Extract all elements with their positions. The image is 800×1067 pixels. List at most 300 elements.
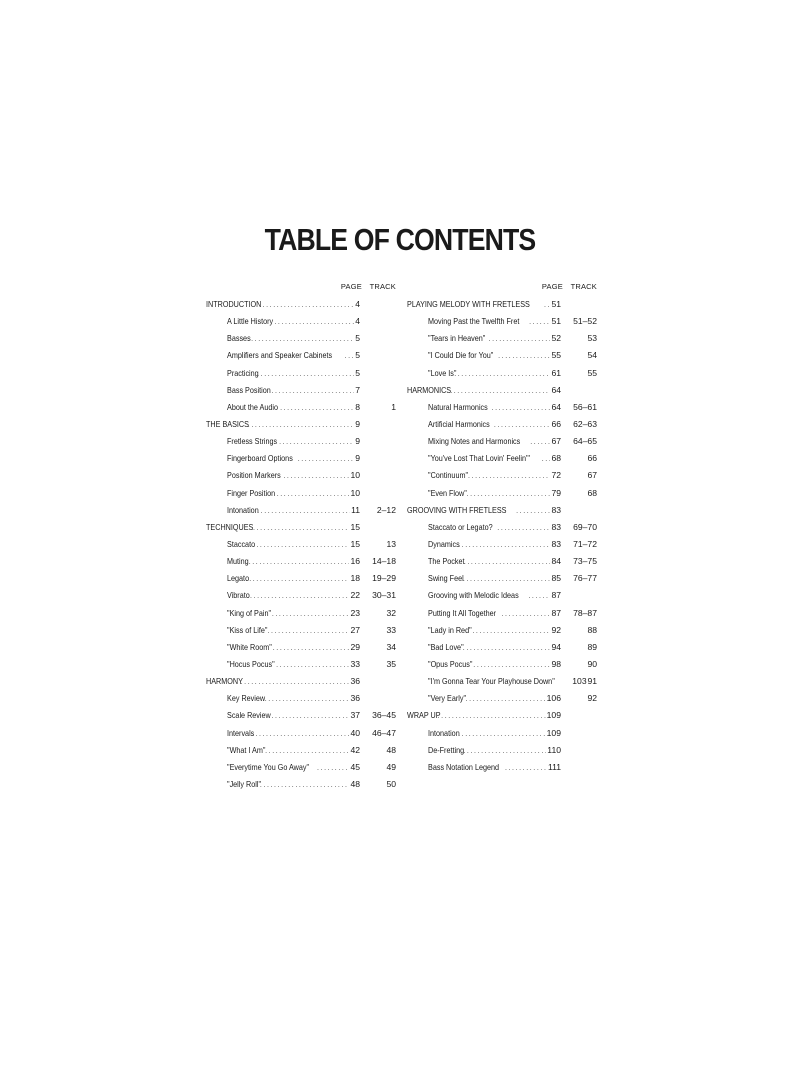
toc-subentry (206, 485, 402, 502)
entry-title: Intonation (428, 727, 460, 738)
entry-title: "Tears in Heaven" (428, 333, 486, 344)
track-number: 64–65 (573, 436, 597, 447)
toc-subentry (407, 519, 603, 536)
page-number: 36 (350, 676, 360, 687)
page-number: 61 (551, 367, 561, 378)
entry-line (227, 382, 360, 400)
entry-line (227, 690, 360, 708)
page-number: 9 (355, 418, 360, 429)
page-number: 36 (350, 693, 360, 704)
dot-leader (513, 503, 550, 520)
entry-title: WRAP UP (407, 710, 441, 721)
dot-leader (314, 760, 349, 777)
dot-leader (262, 743, 349, 760)
page-number: 109 (546, 727, 561, 738)
toc-subentry (407, 553, 603, 570)
toc-subentry (407, 330, 603, 347)
toc-subentry (206, 433, 402, 450)
entry-line (428, 605, 561, 623)
entry-title: Scale Review (227, 710, 271, 721)
page-number: 109 (546, 710, 561, 721)
toc-column-right (407, 282, 603, 776)
page-number: 10 (350, 487, 360, 498)
dot-leader (455, 537, 550, 554)
track-number: 92 (587, 693, 597, 704)
dot-leader (526, 314, 550, 331)
page-number: 72 (551, 470, 561, 481)
entry-line (428, 416, 561, 434)
toc-subentry (206, 502, 402, 519)
entry-title: "Opus Pocus" (428, 658, 473, 669)
entry-title: INTRODUCTION (206, 299, 262, 309)
toc-subentry (407, 570, 603, 587)
toc-subentry (206, 587, 402, 604)
dot-leader (242, 554, 349, 571)
toc-subentry (206, 759, 402, 776)
entry-line (428, 690, 561, 708)
page-number: 8 (355, 401, 360, 412)
entry-title: "Hocus Pocus" (227, 658, 275, 669)
page-number: 15 (350, 538, 360, 549)
entry-title: The Pocket (428, 556, 465, 567)
toc-subentry (407, 416, 603, 433)
page-number: 27 (350, 624, 360, 635)
dot-leader (249, 726, 350, 743)
entry-title: "What I Am" (227, 744, 266, 755)
track-number: 33 (386, 624, 396, 635)
toc-subentry (407, 313, 603, 330)
entry-title: Legato (227, 573, 250, 584)
toc-subentry (407, 485, 603, 502)
entry-line (227, 553, 360, 571)
dot-leader (250, 520, 349, 537)
page-header: PAGE (541, 282, 563, 291)
dot-leader (276, 434, 354, 451)
track-number: 49 (386, 761, 396, 772)
entry-title: Amplifiers and Speaker Cabinets (227, 350, 333, 361)
dot-leader (525, 588, 550, 605)
entry-title: Mixing Notes and Harmonics (428, 436, 521, 447)
page-number: 45 (350, 761, 360, 772)
entry-line (227, 776, 360, 794)
entry-line (206, 416, 360, 434)
toc-subentry (206, 330, 402, 347)
entry-title: "I'm Gonna Tear Your Playhouse Down" (428, 676, 555, 687)
entry-line (428, 587, 561, 605)
entry-title: THE BASICS (206, 418, 249, 429)
track-number: 19–29 (372, 573, 396, 584)
page-number: 85 (551, 573, 561, 584)
dot-leader (250, 537, 350, 554)
entry-title: Muting (227, 556, 249, 567)
track-number: 66 (587, 453, 597, 464)
entry-line (428, 313, 561, 331)
track-number: 73–75 (573, 556, 597, 567)
dot-leader (502, 760, 547, 777)
entry-title: Vibrato (227, 590, 250, 601)
dot-leader (491, 417, 551, 434)
dot-leader (494, 520, 550, 537)
track-number: 55 (587, 367, 597, 378)
page-number: 51 (551, 316, 561, 327)
entry-line (227, 587, 360, 605)
page-number: 55 (551, 350, 561, 361)
track-number: 67 (587, 470, 597, 481)
entry-line (407, 296, 561, 314)
entry-title: De-Fretting (428, 744, 465, 755)
toc-subentry (206, 313, 402, 330)
page-number: 66 (551, 418, 561, 429)
dot-leader (465, 468, 550, 485)
dot-leader (245, 331, 355, 348)
dot-leader (470, 657, 550, 674)
dot-leader (495, 348, 550, 365)
track-number: 48 (386, 744, 396, 755)
entry-line (428, 656, 561, 674)
page-title: TABLE OF CONTENTS (264, 222, 536, 257)
track-number: 90 (587, 658, 597, 669)
entry-title: Position Markers (227, 470, 281, 481)
entry-line (428, 330, 561, 348)
entry-line (428, 639, 561, 657)
toc-section (206, 519, 402, 536)
page-number: 5 (355, 350, 360, 361)
track-number: 2–12 (376, 504, 396, 515)
dot-leader (268, 383, 354, 400)
dot-leader (245, 417, 354, 434)
entry-line (428, 759, 561, 777)
page-number: 22 (350, 590, 360, 601)
entry-title: HARMONY (206, 676, 243, 687)
entry-line (227, 399, 360, 417)
entry-title: A Little History (227, 316, 274, 327)
entry-line (407, 502, 561, 520)
toc-subentry (407, 433, 603, 450)
page-number: 9 (355, 436, 360, 447)
toc-subentry (206, 382, 402, 399)
dot-leader (260, 297, 355, 314)
page-number: 83 (551, 504, 561, 515)
dot-leader (464, 486, 551, 503)
entry-title: "Kiss of Life" (227, 624, 268, 635)
page-number: 40 (350, 727, 360, 738)
page-number: 4 (355, 316, 360, 327)
dot-leader (254, 366, 354, 383)
track-number: 91 (587, 676, 597, 687)
entry-line (227, 330, 360, 348)
dot-leader (269, 606, 350, 623)
toc-subentry (407, 450, 603, 467)
page-number: 10 (350, 470, 360, 481)
toc-subentry (407, 365, 603, 382)
toc-entries-left (206, 296, 402, 793)
entry-title: PLAYING MELODY WITH FRETLESS (407, 299, 530, 309)
dot-leader (435, 708, 546, 725)
page-number: 92 (551, 624, 561, 635)
dot-leader (342, 348, 355, 365)
dot-leader (273, 657, 349, 674)
entry-title: Fretless Strings (227, 436, 278, 447)
page-number: 83 (551, 521, 561, 532)
track-number: 51–52 (573, 316, 597, 327)
toc-section (407, 502, 603, 519)
toc-subentry (407, 742, 603, 759)
track-number: 88 (587, 624, 597, 635)
entry-line (428, 519, 561, 537)
page-number: 29 (350, 641, 360, 652)
entry-line (407, 382, 561, 400)
track-number: 30–31 (372, 590, 396, 601)
track-number: 89 (587, 641, 597, 652)
page-number: 106 (546, 693, 561, 704)
entry-title: "Continuum" (428, 470, 469, 481)
page-number: 67 (551, 436, 561, 447)
entry-title: Putting It All Together (428, 607, 497, 618)
entry-line (428, 536, 561, 554)
entry-title: About the Audio (227, 401, 278, 412)
entry-line (428, 742, 561, 760)
dot-leader (238, 674, 350, 691)
page-number: 9 (355, 453, 360, 464)
track-number: 50 (386, 778, 396, 789)
dot-leader (295, 451, 355, 468)
entry-line (227, 502, 360, 520)
page-number: 79 (551, 487, 561, 498)
dot-leader (460, 640, 551, 657)
toc-subentry (206, 776, 402, 793)
page-number: 98 (551, 658, 561, 669)
page-number: 51 (551, 299, 561, 309)
entry-line (227, 605, 360, 623)
track-number: 35 (386, 658, 396, 669)
dot-leader (271, 314, 354, 331)
track-number: 56–61 (573, 401, 597, 412)
toc-subentry (206, 742, 402, 759)
page-number: 5 (355, 333, 360, 344)
entry-line (428, 673, 587, 691)
track-number: 36–45 (372, 710, 396, 721)
toc-subentry (206, 347, 402, 364)
track-number: 13 (386, 538, 396, 549)
entry-title: Natural Harmonics (428, 401, 488, 412)
entry-line (227, 742, 360, 760)
entry-title: Dynamics (428, 538, 460, 549)
toc-subentry (407, 673, 603, 690)
track-number: 71–72 (573, 538, 597, 549)
entry-title: "Even Flow" (428, 487, 467, 498)
entry-title: Staccato (227, 538, 256, 549)
entry-title: "Very Early" (428, 693, 467, 704)
entry-title: Intervals (227, 727, 255, 738)
track-header: TRACK (369, 282, 396, 291)
page-number: 16 (350, 556, 360, 567)
page-number: 83 (551, 538, 561, 549)
page-number: 64 (551, 384, 561, 395)
column-header (206, 282, 402, 294)
track-number: 32 (386, 607, 396, 618)
toc-subentry (206, 605, 402, 622)
entry-line (227, 467, 360, 485)
toc-subentry (407, 399, 603, 416)
entry-line (428, 365, 561, 383)
entry-line (407, 707, 561, 725)
entry-line (227, 536, 360, 554)
page-number: 23 (350, 607, 360, 618)
entry-line (227, 365, 360, 383)
entry-line (428, 347, 561, 365)
entry-line (227, 622, 360, 640)
dot-leader (460, 743, 546, 760)
page-number: 15 (350, 521, 360, 532)
entry-title: Moving Past the Twelfth Fret (428, 316, 520, 327)
page-number: 42 (350, 744, 360, 755)
dot-leader (539, 451, 551, 468)
toc-subentry (206, 622, 402, 639)
page-number: 52 (551, 333, 561, 344)
entry-line (227, 433, 360, 451)
entry-line (428, 450, 561, 468)
page-number: 11 (351, 504, 360, 515)
dot-leader (265, 623, 350, 640)
page-number: 110 (547, 744, 561, 755)
entry-line (227, 707, 360, 725)
page-number: 37 (350, 710, 360, 721)
entry-title: "Lady in Red" (428, 624, 472, 635)
dot-leader (461, 554, 551, 571)
column-header (407, 282, 603, 294)
entry-title: "King of Pain" (227, 607, 272, 618)
entry-title: "Bad Love" (428, 641, 464, 652)
entry-line (227, 450, 360, 468)
track-header: TRACK (570, 282, 597, 291)
entry-line (428, 467, 561, 485)
entry-line (428, 622, 561, 640)
page-number: 111 (547, 761, 561, 772)
entry-title: "White Room" (227, 641, 272, 652)
entry-line (206, 296, 360, 314)
dot-leader (447, 383, 550, 400)
track-number: 14–18 (372, 556, 396, 567)
track-number: 76–77 (573, 573, 597, 584)
toc-subentry (407, 587, 603, 604)
entry-title: Bass Notation Legend (428, 761, 500, 772)
toc-subentry (407, 656, 603, 673)
page-number: 103 (572, 676, 587, 687)
entry-title: Staccato or Legato? (428, 521, 493, 532)
entry-title: TECHNIQUES (206, 521, 254, 532)
entry-title: Swing Feel (428, 573, 464, 584)
toc-subentry (206, 450, 402, 467)
toc-entries-right (407, 296, 603, 776)
toc-section (407, 296, 603, 313)
entry-line (428, 725, 561, 743)
entry-title: Grooving with Melodic Ideas (428, 590, 519, 601)
dot-leader (270, 640, 350, 657)
toc-subentry (407, 759, 603, 776)
entry-title: Key Review (227, 693, 266, 704)
page-number: 33 (350, 658, 360, 669)
entry-line (428, 553, 561, 571)
dot-leader (254, 503, 350, 520)
track-number: 34 (386, 641, 396, 652)
entry-title: Bass Position (227, 384, 271, 395)
toc-subentry (407, 725, 603, 742)
page-number: 5 (355, 367, 360, 378)
page-number: 4 (355, 299, 360, 309)
toc-subentry (206, 536, 402, 553)
toc-subentry (407, 347, 603, 364)
dot-leader (489, 400, 551, 417)
toc-subentry (206, 656, 402, 673)
toc-subentry (206, 399, 402, 416)
toc-section (206, 673, 402, 690)
entry-title: Practicing (227, 367, 259, 378)
dot-leader (262, 691, 350, 708)
track-number: 46–47 (372, 727, 396, 738)
entry-line (227, 570, 360, 588)
toc-subentry (407, 467, 603, 484)
dot-leader (469, 623, 550, 640)
entry-title: Intonation (227, 504, 259, 515)
entry-line (227, 656, 360, 674)
page-number: 87 (551, 607, 561, 618)
page-number: 87 (551, 590, 561, 601)
track-number: 78–87 (573, 607, 597, 618)
dot-leader (268, 708, 349, 725)
page-number: 84 (551, 556, 561, 567)
toc-subentry (407, 536, 603, 553)
toc-subentry (407, 622, 603, 639)
dot-leader (243, 571, 350, 588)
toc-subentry (206, 639, 402, 656)
entry-line (227, 485, 360, 503)
dot-leader (527, 434, 550, 451)
toc-subentry (206, 570, 402, 587)
track-number: 1 (391, 401, 396, 412)
dot-leader (460, 571, 551, 588)
entry-line (227, 725, 360, 743)
dot-leader (257, 777, 350, 794)
dot-leader (274, 486, 350, 503)
dot-leader (280, 468, 349, 485)
entry-title: HARMONICS (407, 384, 452, 395)
entry-line (227, 313, 360, 331)
entry-line (206, 519, 360, 537)
toc-subentry (407, 605, 603, 622)
page-number: 18 (350, 573, 360, 584)
entry-line (227, 759, 360, 777)
toc-section (407, 382, 603, 399)
entry-title: "I Could Die for You" (428, 350, 494, 361)
toc-subentry (206, 725, 402, 742)
toc-subentry (206, 553, 402, 570)
toc-subentry (206, 365, 402, 382)
track-number: 54 (587, 350, 597, 361)
entry-title: Artificial Harmonics (428, 418, 490, 429)
page-header: PAGE (340, 282, 362, 291)
entry-title: GROOVING WITH FRETLESS (407, 504, 507, 515)
toc-subentry (407, 690, 603, 707)
dot-leader (541, 297, 550, 314)
entry-title: Basses (227, 333, 251, 344)
entry-title: "Everytime You Go Away" (227, 761, 310, 772)
dot-leader (455, 726, 546, 743)
entry-line (227, 347, 360, 365)
toc-subentry (407, 639, 603, 656)
entry-line (428, 433, 561, 451)
dot-leader (498, 606, 550, 623)
entry-title: "You've Lost That Lovin' Feelin'" (428, 453, 530, 464)
